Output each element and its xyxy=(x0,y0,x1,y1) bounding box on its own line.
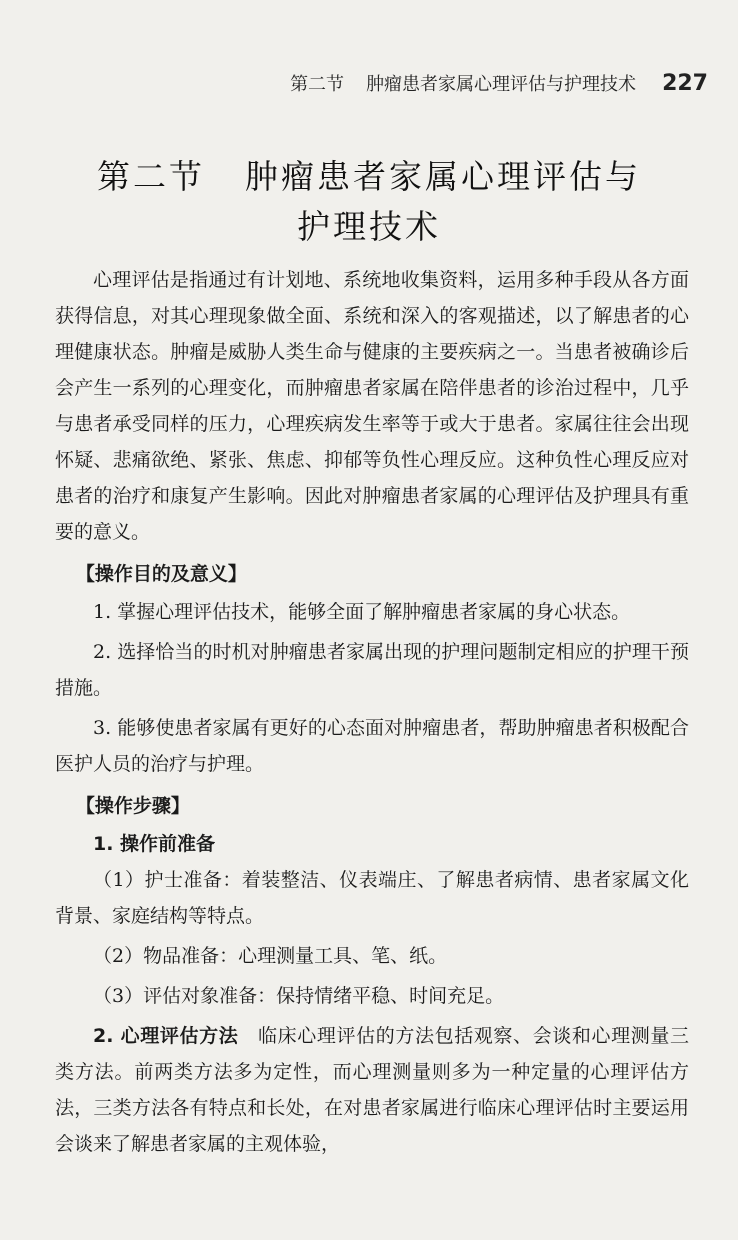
chapter-title-text-1: 肿瘤患者家属心理评估与 xyxy=(245,157,641,196)
chapter-title xyxy=(0,152,738,252)
method-paragraph xyxy=(55,1018,689,1162)
purpose-item-2: 2. 选择恰当的时机对肿瘤患者家属出现的护理问题制定相应的护理干预措施。 xyxy=(55,641,689,699)
header-title: 肿瘤患者家属心理评估与护理技术 xyxy=(366,74,637,95)
page-number: 227 xyxy=(662,71,708,96)
running-header xyxy=(290,70,708,96)
prep-item-3: （3）评估对象准备：保持情绪平稳、时间充足。 xyxy=(93,985,505,1007)
chapter-title-line-1 xyxy=(0,152,738,202)
steps-heading: 【操作步骤】 xyxy=(75,795,190,817)
chapter-section-label: 第二节 xyxy=(97,157,205,196)
prep-item-1: （1）护士准备：着装整洁、仪表端庄、了解患者病情、患者家属文化背景、家庭结构等特点。 xyxy=(55,869,689,927)
header-section: 第二节 xyxy=(290,74,345,95)
prep-subheading: 1. 操作前准备 xyxy=(93,833,216,855)
body-text xyxy=(55,262,689,1162)
purpose-item-3: 3. 能够使患者家属有更好的心态面对肿瘤患者，帮助肿瘤患者积极配合医护人员的治疗与护理。 xyxy=(55,717,689,775)
chapter-title-line-2: 护理技术 xyxy=(297,207,441,246)
prep-item-2: （2）物品准备：心理测量工具、笔、纸。 xyxy=(93,945,448,967)
purpose-heading: 【操作目的及意义】 xyxy=(75,563,247,585)
intro-paragraph: 心理评估是指通过有计划地、系统地收集资料，运用多种手段从各方面获得信息，对其心理现象做全面、系统和深入的客观描述，以了解患者的心理健康状态。肿瘤是威胁人类生命与健康的主要疾病之一。当患者被确诊后会产生一系列的心理变化，而肿瘤患者家属在陪伴患者的诊治过程中，几乎与患者承受同样的压力，心理疾病发生率等于或大于患者。家属往往会出现怀疑、悲痛欲绝、紧张、焦虑、抑郁等负性心理反应。这种负性心理反应对患者的治疗和康复产生影响。因此对肿瘤患者家属的心理评估及护理具有重要的意义。 xyxy=(55,269,689,543)
method-text: 临床心理评估的方法包括观察、会谈和心理测量三类方法。前两类方法多为定性，而心理测量则多为一种定量的心理评估方法，三类方法各有特点和长处，在对患者家属进行临床心理评估时主要运用会谈来了解患者家属的主观体验， xyxy=(55,1025,689,1155)
purpose-item-1: 1. 掌握心理评估技术，能够全面了解肿瘤患者家属的身心状态。 xyxy=(93,601,631,623)
method-subheading: 2. 心理评估方法 xyxy=(93,1025,239,1047)
